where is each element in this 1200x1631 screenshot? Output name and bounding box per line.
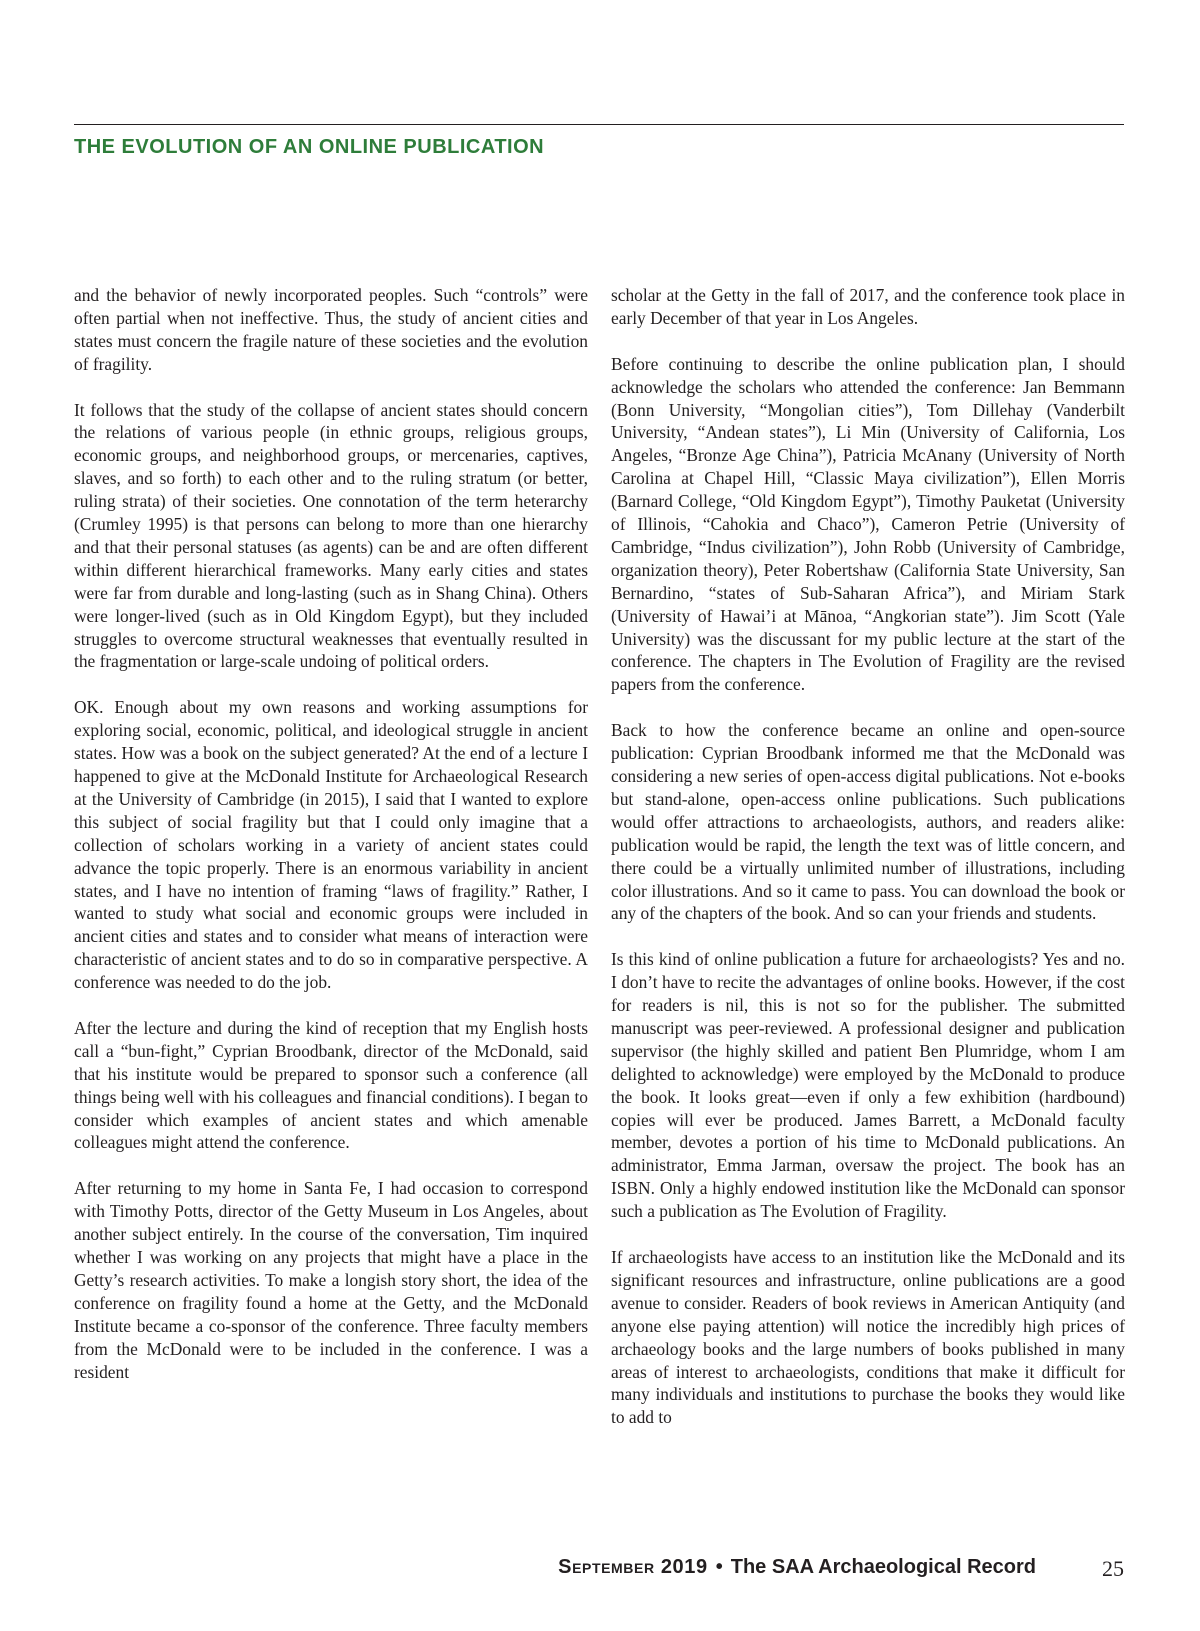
paragraph: and the behavior of newly incorporated peoples. Such “controls” were often partial when not ineffective. Thus, the study of ancient cities and states must concern the fragile nature of these societies and the evolution of fragility. bbox=[74, 285, 588, 374]
paragraph: If archaeologists have access to an institution like the McDonald and its significant resources and infrastructure, online publications are a good avenue to consider. Readers of book reviews in American Antiquity (and anyone else paying attention) will notice the incredibly high prices of archaeology books and the large numbers of books published in many areas of interest to archaeologists, conditions that make it difficult for many individuals and institutions to purchase the books they would like to add to bbox=[611, 1247, 1125, 1428]
page-number: 25 bbox=[1102, 1556, 1124, 1581]
paragraph: It follows that the study of the collapse of ancient states should concern the relations of various people (in ethnic groups, religious groups, economic groups, and neighborhood groups, or mercenaries, captives, slaves, and so forth) to each other and to the ruling stratum (or better, ruling strata) of their societies. One connotation of the term heterarchy (Crumley 1995) is that persons can belong to more than one hierarchy and that their personal statuses (as agents) can be and are often different within different hierarchical frameworks. Many early cities and states were far from durable and long-lasting (such as in Shang China). Others were longer-lived (such as in Old Kingdom Egypt), but they included struggles to overcome structural weaknesses that eventually resulted in the fragmentation or large-scale undoing of political orders. bbox=[74, 399, 588, 672]
journal-title: The SAA Archaeological Record bbox=[730, 1556, 1036, 1578]
header-rule bbox=[74, 124, 1124, 125]
page-footer bbox=[74, 1556, 1124, 1584]
journal-line bbox=[558, 1556, 1036, 1579]
paragraph: After the lecture and during the kind of reception that my English hosts call a “bun-fight,” Cyprian Broodbank, director of the McDonald, said that his institute would be prepared to sponsor such a conference (all things being well with his colleagues and financial conditions). I began to consider which examples of ancient states and which amenable colleagues might attend the conference. bbox=[74, 1017, 588, 1153]
paragraph: After returning to my home in Santa Fe, I had occasion to correspond with Timothy Potts, director of the Getty Museum in Los Angeles, about another subject entirely. In the course of the conversation, Tim inquired whether I was working on any projects that might have a place in the Getty’s research activities. To make a longish story short, the idea of the conference on fragility found a home at the Getty, and the McDonald Institute became a co-sponsor of the conference. Three faculty members from the McDonald were to be included in the conference. I was a resident bbox=[74, 1178, 588, 1382]
right-column bbox=[611, 284, 1125, 1452]
paragraph: scholar at the Getty in the fall of 2017, and the conference took place in early December of that year in Los Angeles. bbox=[611, 285, 1125, 328]
paragraph: OK. Enough about my own reasons and working assumptions for exploring social, economic, political, and ideological struggle in ancient states. How was a book on the subject generated? At the end of a lecture I happened to give at the McDonald Institute for Archaeological Research at the University of Cambridge (in 2015), I said that I wanted to explore this subject of social fragility but that I could only imagine that a collection of scholars working in a variety of ancient states could advance the topic properly. There is an enormous variability in ancient states, and I have no intention of framing “laws of fragility.” Rather, I wanted to study what social and economic groups were included in ancient cities and states and to consider what means of interaction were characteristic of ancient states and to do so in comparative perspective. A conference was needed to do the job. bbox=[74, 697, 588, 993]
paragraph: Is this kind of online publication a future for archaeologists? Yes and no. I don’t have to recite the advantages of online books. However, if the cost for readers is nil, this is not so for the publisher. The submitted manuscript was peer-reviewed. A professional designer and publication supervisor (the highly skilled and patient Ben Plumridge, whom I am delighted to acknowledge) were employed by the McDonald to produce the book. It looks great—even if only a few exhibition (hardbound) copies will ever be produced. James Barrett, a McDonald faculty member, devotes a portion of his time to McDonald publications. An administrator, Emma Jarman, oversaw the project. The book has an ISBN. Only a highly endowed institution like the McDonald can sponsor such a publication as The Evolution of Fragility. bbox=[611, 949, 1125, 1222]
paragraph: Back to how the conference became an online and open-source publication: Cyprian Broodbank informed me that the McDonald was considering a new series of open-access digital publications. Not e-books but stand-alone, open-access online publications. Such publications would offer attractions to archaeologists, authors, and readers alike: publication would be rapid, the length the text was of little concern, and there could be a virtually unlimited number of illustrations, including color illustrations. And so it came to pass. You can download the book or any of the chapters of the book. And so can your friends and students. bbox=[611, 720, 1125, 924]
section-title: THE EVOLUTION OF AN ONLINE PUBLICATION bbox=[74, 136, 545, 158]
issue-date: September 2019 bbox=[558, 1556, 708, 1578]
paragraph: Before continuing to describe the online publication plan, I should acknowledge the scholars who attended the conference: Jan Bemmann (Bonn University, “Mongolian cities”), Tom Dillehay (Vanderbilt University, “Andean states”), Li Min (University of California, Los Angeles, “Bronze Age China”), Patricia McAnany (University of North Carolina at Chapel Hill, “Classic Maya civilization”), Ellen Morris (Barnard College, “Old Kingdom Egypt”), Timothy Pauketat (University of Illinois, “Cahokia and Chaco”), Cameron Petrie (University of Cambridge, “Indus civilization”), John Robb (University of Cambridge, organization theory), Peter Robertshaw (California State University, San Bernardino, “states of Sub-Saharan Africa”), and Miriam Stark (University of Hawai’i at Mānoa, “Angkorian state”). Jim Scott (Yale University) was the discussant for my public lecture at the start of the conference. The chapters in The Evolution of Fragility are the revised papers from the conference. bbox=[611, 353, 1125, 695]
separator-dot: • bbox=[715, 1556, 723, 1578]
left-column bbox=[74, 284, 588, 1406]
